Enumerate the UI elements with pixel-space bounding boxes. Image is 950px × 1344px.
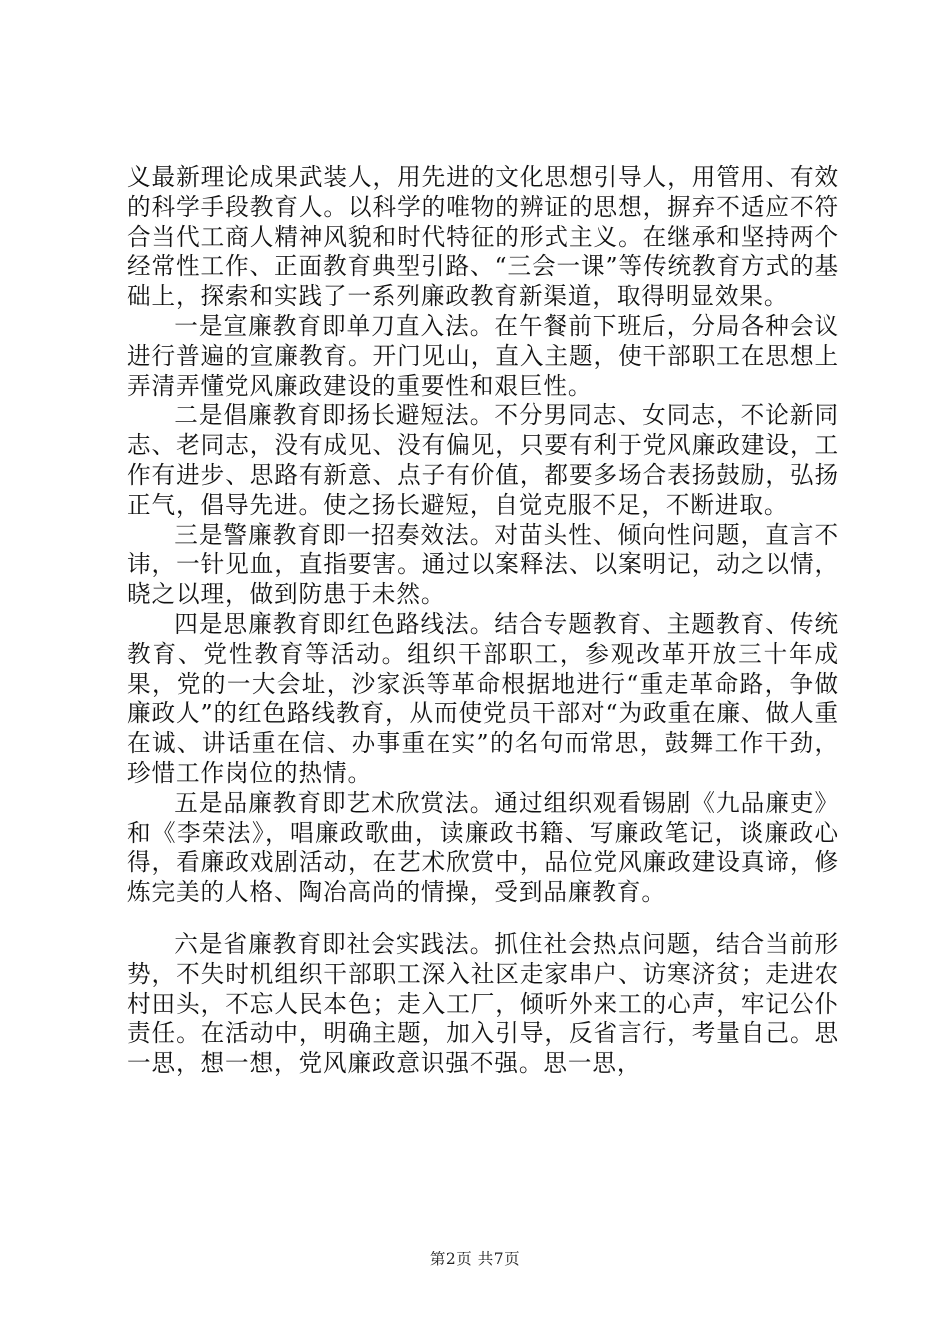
paragraph-item-2: 二是倡廉教育即扬长避短法。不分男同志、女同志，不论新同志、老同志，没有成见、没有偏见，只要有利于党风廉政建设，工作有进步、思路有新意、点子有价值，都要多场合表扬鼓励，弘扬正气，倡导先进。使之扬长避短，自觉克服不足，不断进取。 (127, 401, 839, 519)
paragraph-item-6: 六是省廉教育即社会实践法。抓住社会热点问题，结合当前形势，不失时机组织干部职工深入社区走家串户、访寒济贫；走进农村田头，不忘人民本色；走入工厂，倾听外来工的心声，牢记公仆责任。在活动中，明确主题，加入引导，反省言行，考量自己。思一思，想一想，党风廉政意识强不强。思一思， (127, 929, 839, 1078)
paragraph-item-4: 四是思廉教育即红色路线法。结合专题教育、主题教育、传统教育、党性教育等活动。组织干部职工，参观改革开放三十年成果，党的一大会址，沙家浜等革命根据地进行“重走革命路，争做廉政人”的红色路线教育，从而使党员干部对“为政重在廉、做人重在诚、讲话重在信、办事重在实”的名句而常思，鼓舞工作干劲，珍惜工作岗位的热情。 (127, 609, 839, 787)
paragraph-item-5: 五是品廉教育即艺术欣赏法。通过组织观看锡剧《九品廉吏》和《李荣法》，唱廉政歌曲，读廉政书籍、写廉政笔记，谈廉政心得，看廉政戏剧活动，在艺术欣赏中，品位党风廉政建设真谛，修炼完美的人格、陶冶高尚的情操，受到品廉教育。 (127, 788, 839, 907)
paragraph-item-3: 三是警廉教育即一招奏效法。对苗头性、倾向性问题，直言不讳，一针见血，直指要害。通过以案释法、以案明记，动之以情，晓之以理，做到防患于未然。 (127, 520, 839, 609)
document-body (127, 163, 839, 1079)
page-number-footer: 第2页 共7页 (429, 1250, 521, 1268)
paragraph-continuation: 义最新理论成果武装人，用先进的文化思想引导人，用管用、有效的科学手段教育人。以科学的唯物的辨证的思想，摒弃不适应不符合当代工商人精神风貌和时代特征的形式主义。在继承和坚持两个经常性工作、正面教育典型引路、“三会一课”等传统教育方式的基础上，探索和实践了一系列廉政教育新渠道，取得明显效果。 (127, 163, 839, 311)
paragraph-item-1: 一是宣廉教育即单刀直入法。在午餐前下班后，分局各种会议进行普遍的宣廉教育。开门见山，直入主题，使干部职工在思想上弄清弄懂党风廉政建设的重要性和艰巨性。 (127, 311, 839, 400)
